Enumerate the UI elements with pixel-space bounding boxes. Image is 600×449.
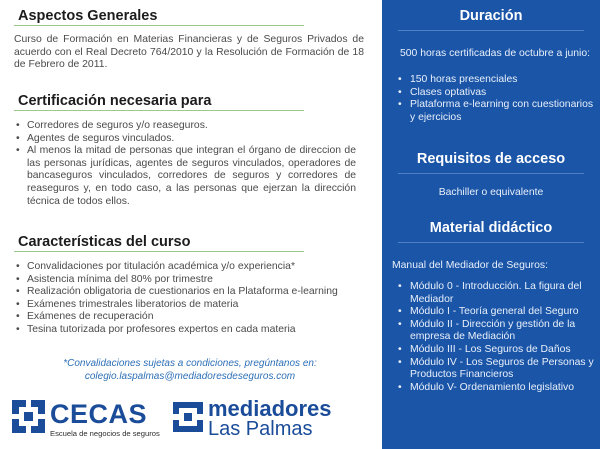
requisitos-rule — [398, 173, 584, 174]
list-item: • Módulo 0 - Introducción. La figura del Mediador — [394, 281, 594, 306]
duracion-rule — [398, 30, 584, 31]
list-item: • Realización obligatoria de cuestionarios en la Plataforma e-learning — [14, 286, 364, 299]
material-intro: Manual del Mediador de Seguros: — [392, 260, 548, 271]
list-item: • Módulo IV - Los Seguros de Personas y Productos Financieros — [394, 357, 594, 382]
list-item: • Clases optativas — [394, 87, 594, 100]
list-item: • Módulo V- Ordenamiento legislativo — [394, 382, 594, 395]
requisitos-title: Requisitos de acceso — [416, 151, 566, 167]
convalidaciones-note: *Convalidaciones sujetas a condiciones, pregúntanos en: — [63, 358, 317, 369]
material-title: Material didáctico — [429, 220, 553, 236]
list-item: • Exámenes de recuperación — [14, 311, 364, 324]
list-item: • Exámenes trimestrales liberatorios de materia — [14, 299, 364, 312]
mediadores-logo-icon — [173, 402, 203, 432]
cecas-logo-icon — [12, 400, 45, 433]
certificacion-list — [14, 120, 356, 208]
caracteristicas-rule — [14, 251, 304, 252]
list-item: • Módulo III - Los Seguros de Daños — [394, 344, 594, 357]
cecas-logo-text: CECAS — [50, 399, 148, 429]
list-item: • Al menos la mitad de personas que integran el órgano de direccion de las personas jurídicas, agentes de seguros vinculados, operadores de bancaseguros vinculados, corredores de seguros y corredores de reaseguros y, en todo caso, a las personas que ejerzan la dirección técnica de todos ellos. — [14, 145, 356, 208]
aspectos-title: Aspectos Generales — [18, 8, 158, 24]
mediadores-logo-text: mediadores — [208, 396, 332, 421]
material-rule — [398, 242, 584, 243]
certificacion-rule — [14, 110, 304, 111]
duracion-title: Duración — [459, 8, 523, 24]
duracion-list — [394, 74, 594, 124]
list-item: • Convalidaciones por titulación académica y/o experiencia* — [14, 261, 364, 274]
certificacion-title: Certificación necesaria para — [18, 93, 212, 109]
list-item: • Asistencia mínima del 80% por trimestre — [14, 274, 364, 287]
list-item: • Módulo I - Teoría general del Seguro — [394, 306, 594, 319]
caracteristicas-title: Características del curso — [18, 234, 191, 250]
mediadores-logo-city: Las Palmas — [208, 418, 313, 440]
list-item: • Plataforma e-learning con cuestionarios y ejercicios — [394, 99, 594, 124]
aspectos-rule — [14, 25, 304, 26]
contact-email[interactable]: colegio.laspalmas@mediadoresdeseguros.com — [84, 371, 296, 382]
list-item: • Agentes de seguros vinculados. — [14, 133, 356, 146]
duracion-intro: 500 horas certificadas de octubre a junio: — [400, 48, 591, 59]
material-list — [394, 281, 594, 394]
right-panel — [382, 0, 600, 449]
list-item: • 150 horas presenciales — [394, 74, 594, 87]
caracteristicas-list — [14, 261, 364, 337]
requisitos-text: Bachiller o equivalente — [438, 187, 544, 198]
list-item: • Módulo II - Dirección y gestión de la empresa de Mediación — [394, 319, 594, 344]
cecas-logo-subtitle: Escuela de negocios de seguros — [50, 429, 160, 438]
list-item: • Tesina tutorizada por profesores expertos en cada materia — [14, 324, 364, 337]
list-item: • Corredores de seguros y/o reaseguros. — [14, 120, 356, 133]
aspectos-text: Curso de Formación en Materias Financieras y de Seguros Privados de acuerdo con el Real Decreto 764/2010 y la Resolución de Formación de 18 de Febrero de 2011. — [14, 34, 364, 71]
